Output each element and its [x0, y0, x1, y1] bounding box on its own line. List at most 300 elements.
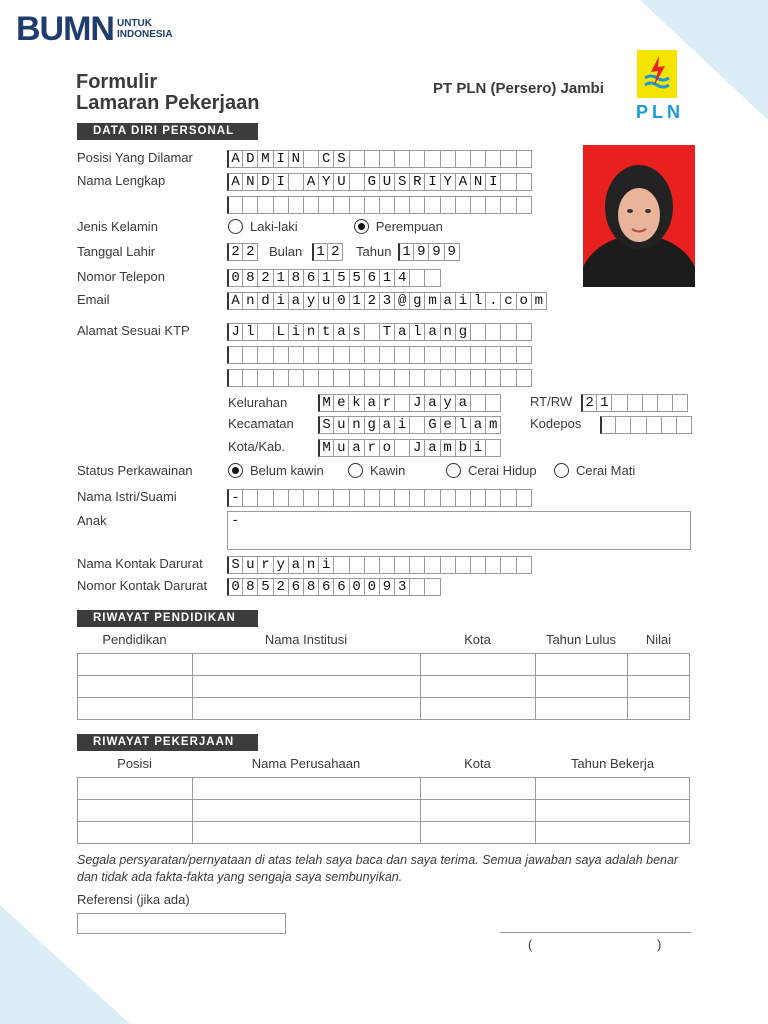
char-box: [273, 489, 289, 507]
char-box: [424, 269, 440, 287]
section-personal: DATA DIRI PERSONAL: [77, 123, 258, 140]
char-box: [364, 323, 380, 341]
char-box: m: [485, 416, 501, 434]
char-box: [500, 150, 516, 168]
table-cell[interactable]: [193, 800, 421, 822]
char-box: 5: [333, 269, 349, 287]
char-box: [630, 416, 646, 434]
char-box: [394, 556, 410, 574]
table-cell[interactable]: [421, 676, 536, 698]
char-box: i: [288, 323, 304, 341]
char-box: a: [470, 416, 486, 434]
char-box: m: [424, 292, 440, 310]
char-box: n: [440, 323, 456, 341]
char-box: [257, 489, 273, 507]
char-box: i: [470, 439, 486, 457]
char-box: 9: [379, 578, 395, 596]
char-box: A: [303, 173, 319, 191]
char-box: 1: [273, 269, 289, 287]
char-box: i: [394, 416, 410, 434]
char-box: 6: [364, 269, 380, 287]
char-box: [409, 578, 425, 596]
char-box: [364, 369, 380, 387]
char-box: t: [318, 323, 334, 341]
table-row: [78, 800, 690, 822]
person-photo-icon: [583, 145, 695, 287]
char-box: N: [288, 150, 304, 168]
char-box: [349, 369, 365, 387]
bumn-logo: [16, 12, 173, 46]
char-box: [257, 323, 273, 341]
char-box: [409, 489, 425, 507]
char-box: M: [318, 439, 334, 457]
char-box: o: [516, 292, 532, 310]
char-box: C: [318, 150, 334, 168]
applicant-photo: [583, 145, 695, 287]
char-box: [379, 369, 395, 387]
label-kontak-nama: Nama Kontak Darurat: [77, 556, 203, 571]
field-alamat-2[interactable]: [227, 346, 531, 364]
char-box: 1: [596, 394, 612, 412]
label-email: Email: [77, 292, 110, 307]
char-box: 2: [327, 243, 343, 261]
char-box: [394, 489, 410, 507]
education-table: [77, 653, 690, 720]
table-cell[interactable]: [78, 800, 193, 822]
char-box: G: [364, 173, 380, 191]
char-box: [364, 150, 380, 168]
char-box: 5: [349, 269, 365, 287]
char-box: [333, 489, 349, 507]
char-box: [349, 346, 365, 364]
char-box: 1: [312, 243, 328, 261]
char-box: [394, 439, 410, 457]
char-box: [273, 346, 289, 364]
char-box: 8: [288, 269, 304, 287]
char-box: S: [227, 556, 243, 574]
char-box: 1: [349, 292, 365, 310]
char-box: N: [470, 173, 486, 191]
char-box: D: [257, 173, 273, 191]
char-box: 5: [257, 578, 273, 596]
char-box: [424, 369, 440, 387]
char-box: u: [318, 292, 334, 310]
char-box: [470, 369, 486, 387]
char-box: [440, 369, 456, 387]
char-box: [349, 489, 365, 507]
char-box: m: [531, 292, 547, 310]
char-box: [455, 556, 471, 574]
char-box: [455, 369, 471, 387]
field-kontak-nomor[interactable]: [227, 578, 440, 596]
field-rtrw[interactable]: [581, 394, 687, 412]
field-telepon[interactable]: [227, 269, 440, 287]
char-box: 9: [413, 243, 429, 261]
status-option-belum[interactable]: [228, 463, 348, 478]
char-box: [500, 489, 516, 507]
char-box: [227, 369, 243, 387]
lightning-icon: [637, 50, 677, 98]
field-email[interactable]: [227, 292, 546, 310]
char-box: [470, 150, 486, 168]
gender-option-perempuan[interactable]: [354, 219, 443, 234]
char-box: [394, 394, 410, 412]
edu-header-pendidikan: Pendidikan: [102, 632, 167, 647]
char-box: 0: [227, 578, 243, 596]
table-row: [78, 778, 690, 800]
char-box: [242, 369, 258, 387]
char-box: [627, 394, 643, 412]
label-status: Status Perkawainan: [77, 463, 193, 478]
char-box: -: [227, 489, 243, 507]
table-cell[interactable]: [78, 698, 193, 720]
char-box: [424, 489, 440, 507]
char-box: 3: [394, 578, 410, 596]
char-box: [379, 556, 395, 574]
char-box: J: [227, 323, 243, 341]
char-box: [394, 369, 410, 387]
char-box: l: [470, 292, 486, 310]
field-nama-2[interactable]: [227, 196, 531, 214]
radio-icon[interactable]: [446, 463, 461, 478]
char-box: [394, 150, 410, 168]
char-box: a: [424, 323, 440, 341]
char-box: [364, 489, 380, 507]
char-box: r: [364, 439, 380, 457]
char-box: a: [379, 416, 395, 434]
radio-icon[interactable]: [228, 219, 243, 234]
company-name: PT PLN (Persero) Jambi: [433, 80, 604, 97]
radio-icon[interactable]: [228, 463, 243, 478]
char-box: b: [455, 439, 471, 457]
field-bulan[interactable]: [312, 243, 342, 261]
char-box: [485, 196, 501, 214]
table-cell[interactable]: [421, 800, 536, 822]
table-row: [78, 698, 690, 720]
edu-header-tahun: Tahun Lulus: [545, 632, 617, 647]
char-box: n: [242, 292, 258, 310]
char-box: r: [257, 556, 273, 574]
char-box: [273, 196, 289, 214]
table-cell[interactable]: [421, 778, 536, 800]
label-tahun: Tahun: [356, 244, 392, 259]
char-box: @: [394, 292, 410, 310]
table-cell[interactable]: [536, 822, 690, 844]
table-cell[interactable]: [421, 654, 536, 676]
char-box: [657, 394, 673, 412]
char-box: [611, 394, 627, 412]
char-box: N: [242, 173, 258, 191]
field-kecamatan[interactable]: [318, 416, 500, 434]
table-cell[interactable]: [628, 698, 690, 720]
work-header-kota: Kota: [464, 756, 491, 771]
char-box: M: [318, 394, 334, 412]
char-box: 2: [273, 578, 289, 596]
char-box: [440, 556, 456, 574]
radio-icon[interactable]: [354, 219, 369, 234]
field-kelurahan[interactable]: [318, 394, 500, 412]
table-cell[interactable]: [78, 654, 193, 676]
char-box: [485, 369, 501, 387]
table-cell[interactable]: [536, 778, 690, 800]
char-box: [257, 346, 273, 364]
char-box: n: [303, 323, 319, 341]
char-box: [227, 346, 243, 364]
char-box: a: [333, 323, 349, 341]
char-box: a: [364, 394, 380, 412]
char-box: l: [409, 323, 425, 341]
char-box: [424, 196, 440, 214]
table-cell[interactable]: [78, 778, 193, 800]
char-box: [288, 369, 304, 387]
field-tanggal[interactable]: [227, 243, 257, 261]
char-box: I: [424, 173, 440, 191]
char-box: [455, 489, 471, 507]
char-box: [409, 150, 425, 168]
char-box: [485, 346, 501, 364]
char-box: [288, 173, 304, 191]
char-box: [318, 369, 334, 387]
label-kecamatan: Kecamatan: [228, 416, 294, 431]
char-box: [333, 556, 349, 574]
status-option-cerai-hidup[interactable]: [446, 463, 554, 478]
field-istri[interactable]: [227, 489, 531, 507]
char-box: [379, 346, 395, 364]
label-tanggal-lahir: Tanggal Lahir: [77, 244, 156, 259]
char-box: 1: [379, 269, 395, 287]
char-box: d: [257, 292, 273, 310]
char-box: [440, 196, 456, 214]
char-box: 6: [333, 578, 349, 596]
char-box: s: [349, 323, 365, 341]
char-box: I: [273, 173, 289, 191]
work-header-tahun: Tahun Bekerja: [570, 756, 655, 771]
statement-text: Segala persyaratan/pernyataan di atas telah saya baca dan saya terima. Semua jawaban saya adalah benar dan tidak ada fakta-fakta yang sengaja saya sembunyikan.: [77, 853, 679, 884]
label-bulan: Bulan: [269, 244, 303, 259]
char-box: c: [500, 292, 516, 310]
char-box: [485, 323, 501, 341]
char-box: [303, 369, 319, 387]
gender-options: [228, 219, 443, 234]
char-box: [379, 196, 395, 214]
char-box: S: [394, 173, 410, 191]
char-box: 1: [318, 269, 334, 287]
field-posisi[interactable]: [227, 150, 531, 168]
label-posisi: Posisi Yang Dilamar: [77, 150, 193, 165]
char-box: [333, 346, 349, 364]
radio-icon[interactable]: [348, 463, 363, 478]
work-table: [77, 777, 690, 844]
label-kota: Kota/Kab.: [228, 439, 286, 454]
char-box: [500, 196, 516, 214]
field-nama-1[interactable]: [227, 173, 531, 191]
edu-header-nilai: Nilai: [645, 632, 672, 647]
char-box: 9: [444, 243, 460, 261]
field-kodepos[interactable]: [600, 416, 691, 434]
char-box: [364, 346, 380, 364]
table-cell[interactable]: [628, 676, 690, 698]
bumn-logo-sub: UNTUK INDONESIA: [116, 18, 173, 40]
char-box: [424, 150, 440, 168]
char-box: [485, 394, 501, 412]
char-box: [409, 416, 425, 434]
char-box: [379, 150, 395, 168]
char-box: [409, 269, 425, 287]
char-box: r: [379, 394, 395, 412]
char-box: [485, 489, 501, 507]
char-box: [409, 196, 425, 214]
char-box: [615, 416, 631, 434]
char-box: 4: [394, 269, 410, 287]
status-label-belum: Belum kawin: [250, 463, 324, 478]
char-box: e: [333, 394, 349, 412]
table-cell[interactable]: [193, 822, 421, 844]
table-cell[interactable]: [78, 822, 193, 844]
char-box: [470, 489, 486, 507]
table-cell[interactable]: [536, 654, 628, 676]
label-jenis-kelamin: Jenis Kelamin: [77, 219, 158, 234]
table-row: [78, 654, 690, 676]
char-box: 2: [257, 269, 273, 287]
status-label-cerai-mati: Cerai Mati: [576, 463, 636, 478]
char-box: A: [455, 173, 471, 191]
char-box: [349, 173, 365, 191]
char-box: [500, 346, 516, 364]
field-alamat-3[interactable]: [227, 369, 531, 387]
char-box: [288, 346, 304, 364]
signature-open-paren: (: [528, 937, 533, 952]
char-box: [303, 346, 319, 364]
char-box: a: [440, 292, 456, 310]
char-box: [516, 173, 532, 191]
edu-header-kota: Kota: [464, 632, 491, 647]
char-box: [470, 323, 486, 341]
table-cell[interactable]: [193, 698, 421, 720]
char-box: [470, 394, 486, 412]
char-box: [257, 369, 273, 387]
label-istri: Nama Istri/Suami: [77, 489, 177, 504]
label-kontak-nomor: Nomor Kontak Darurat: [77, 578, 208, 593]
section-education: RIWAYAT PENDIDIKAN: [77, 610, 258, 627]
char-box: [600, 416, 616, 434]
char-box: i: [455, 292, 471, 310]
char-box: 0: [349, 578, 365, 596]
field-tahun[interactable]: [398, 243, 459, 261]
char-box: [440, 150, 456, 168]
char-box: 6: [288, 578, 304, 596]
char-box: 8: [242, 269, 258, 287]
section-work: RIWAYAT PEKERJAAN: [77, 734, 258, 751]
char-box: [516, 556, 532, 574]
char-box: [500, 369, 516, 387]
char-box: [516, 323, 532, 341]
char-box: [440, 489, 456, 507]
label-referensi: Referensi (jika ada): [77, 892, 190, 907]
char-box: k: [348, 394, 364, 412]
char-box: a: [348, 439, 364, 457]
char-box: [318, 489, 334, 507]
char-box: Y: [440, 173, 456, 191]
gender-option-laki[interactable]: [228, 219, 298, 234]
field-kota[interactable]: [318, 439, 500, 457]
table-cell[interactable]: [536, 800, 690, 822]
char-box: a: [288, 292, 304, 310]
status-options: [228, 463, 635, 478]
char-box: g: [455, 323, 471, 341]
field-kontak-nama[interactable]: [227, 556, 531, 574]
char-box: A: [227, 150, 243, 168]
table-cell[interactable]: [78, 676, 193, 698]
form-title: [76, 72, 259, 114]
char-box: J: [409, 394, 425, 412]
status-option-kawin[interactable]: [348, 463, 446, 478]
signature-line: [500, 932, 691, 933]
table-cell[interactable]: [536, 676, 628, 698]
char-box: u: [242, 556, 258, 574]
char-box: [227, 196, 243, 214]
status-label-cerai-hidup: Cerai Hidup: [468, 463, 537, 478]
char-box: 8: [303, 578, 319, 596]
char-box: [242, 489, 258, 507]
char-box: y: [273, 556, 289, 574]
char-box: [364, 556, 380, 574]
char-box: [424, 556, 440, 574]
work-header-posisi: Posisi: [117, 756, 152, 771]
table-cell[interactable]: [193, 676, 421, 698]
char-box: [516, 196, 532, 214]
char-box: [242, 196, 258, 214]
char-box: S: [318, 416, 334, 434]
char-box: 6: [303, 269, 319, 287]
field-anak[interactable]: -: [227, 511, 691, 550]
char-box: [318, 346, 334, 364]
char-box: [485, 439, 501, 457]
radio-icon[interactable]: [554, 463, 569, 478]
field-alamat-1[interactable]: [227, 323, 531, 341]
char-box: 2: [581, 394, 597, 412]
table-cell[interactable]: [421, 698, 536, 720]
char-box: [646, 416, 662, 434]
table-cell[interactable]: [193, 654, 421, 676]
field-referensi[interactable]: [77, 913, 286, 934]
char-box: [516, 346, 532, 364]
char-box: n: [303, 556, 319, 574]
char-box: [672, 394, 688, 412]
char-box: [676, 416, 692, 434]
char-box: [349, 196, 365, 214]
table-row: [78, 676, 690, 698]
char-box: [394, 346, 410, 364]
char-box: L: [273, 323, 289, 341]
char-box: [661, 416, 677, 434]
table-cell[interactable]: [536, 698, 628, 720]
char-box: Y: [318, 173, 334, 191]
table-cell[interactable]: [421, 822, 536, 844]
char-box: [455, 196, 471, 214]
table-cell[interactable]: [628, 654, 690, 676]
label-nama: Nama Lengkap: [77, 173, 166, 188]
char-box: I: [273, 150, 289, 168]
char-box: i: [318, 556, 334, 574]
char-box: [288, 196, 304, 214]
char-box: [257, 196, 273, 214]
status-option-cerai-mati[interactable]: [554, 463, 635, 478]
char-box: 2: [242, 243, 258, 261]
char-box: i: [273, 292, 289, 310]
pln-logo-text: PLN: [636, 102, 684, 122]
char-box: [516, 150, 532, 168]
table-cell[interactable]: [193, 778, 421, 800]
